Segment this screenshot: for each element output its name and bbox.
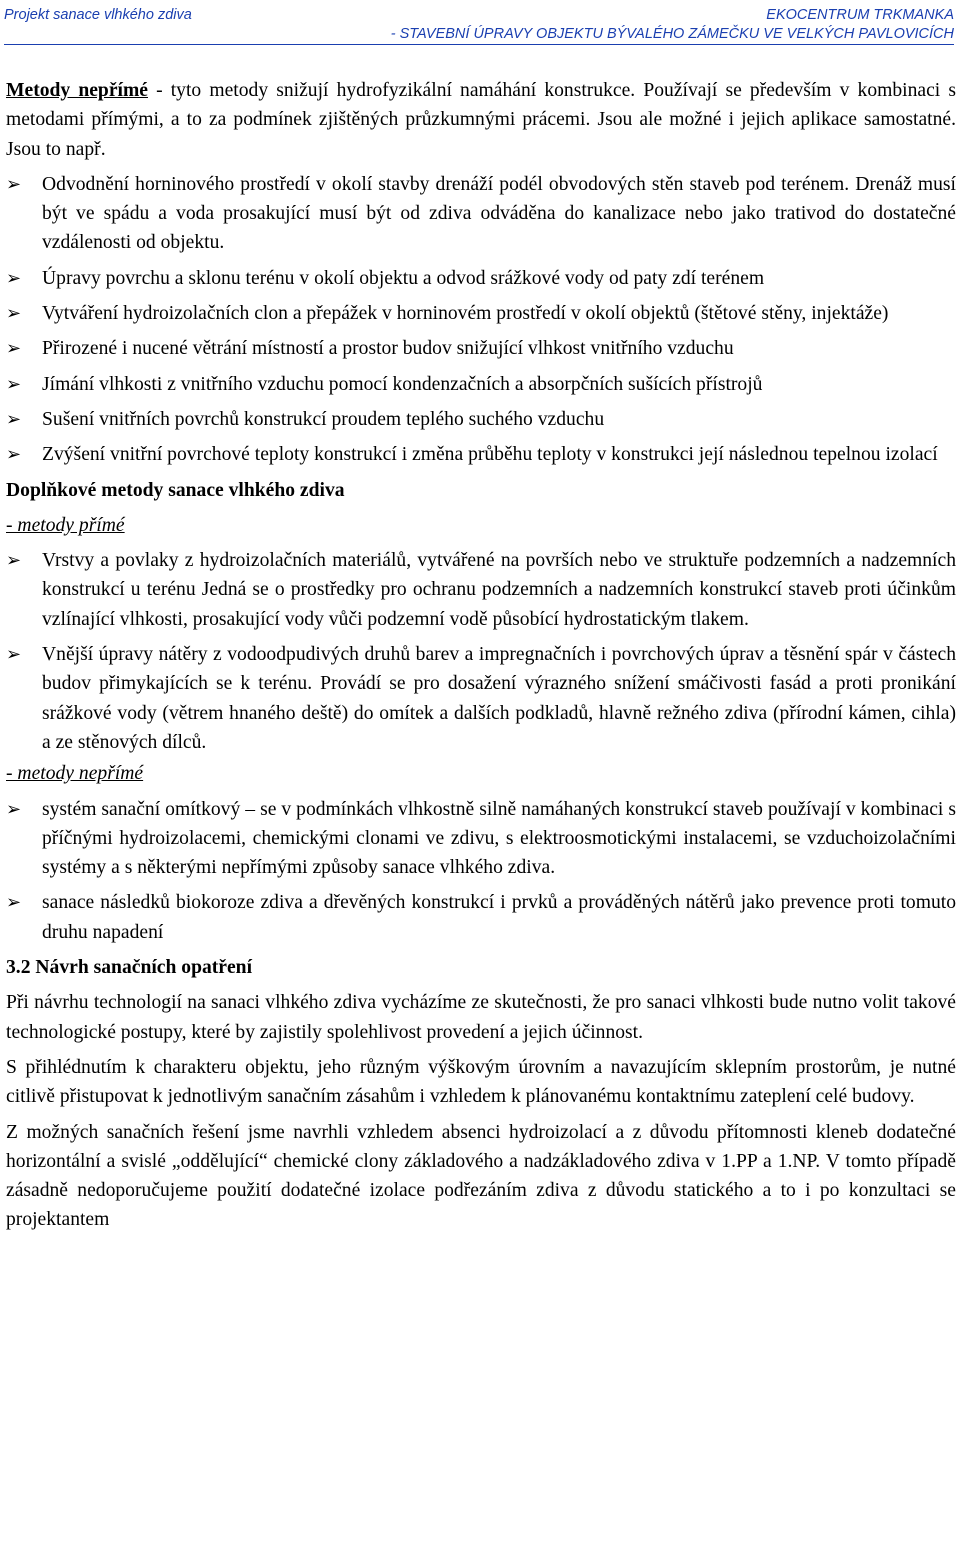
intro-text: - tyto metody snižují hydrofyzikální namáhání konstrukce. Používají se především v kombinaci s metodami přímými, a to za podmínek zjištěných průzkumnými prácemi. Jsou ale možné i jejich aplikace samostatné. Jsou to např. (6, 80, 956, 160)
arrow-bullet-icon: ➢ (6, 892, 22, 914)
header-center-name: EKOCENTRUM TRKMANKA (766, 7, 954, 23)
intro-bold-lead: Metody nepřímé (6, 80, 148, 101)
indirect-methods-list (6, 170, 956, 470)
section-paragraph: Z možných sanačních řešení jsme navrhli vzhledem absenci hydroizolací a z důvodu přítomnosti kleneb dodatečné horizontální a svislé „oddělující“ chemické clony základového a nadzákladového zdiva v 1.PP a 1.NP. V tomto případě zásadně nedoporučujeme použití dodatečné izolace podřezáním zdiva z důvodu statického a to i po konzultaci se projektantem (6, 1121, 956, 1231)
arrow-bullet-icon: ➢ (6, 303, 22, 325)
header-subtitle: - STAVEBNÍ ÚPRAVY OBJEKTU BÝVALÉHO ZÁMEČKU VE VELKÝCH PAVLOVICÍCH (390, 26, 954, 42)
arrow-bullet-icon: ➢ (6, 373, 22, 395)
list-item: ➢ Vrstvy a povlaky z hydroizolačních materiálů, vytvářené na površích nebo ve struktuře podzemních a nadzemních konstrukcí u terénu Jedná se o prostředky pro ochranu podzemních a nadzemních konstrukcí staveb proti účinkům vzlínající vlhkosti, prosakující vody vůči podzemní vodě působící hydrostatickým tlakem. (6, 546, 956, 634)
list-item: ➢ Sušení vnitřních povrchů konstrukcí proudem teplého suchého vzduchu (6, 405, 956, 434)
section-paragraph: Při návrhu technologií na sanaci vlhkého zdiva vycházíme ze skutečnosti, že pro sanaci vlhkosti bude nutno volit takové technologické postupy, které by zajistily spolehlivost provedení a jejich účinnost. (6, 992, 956, 1043)
arrow-bullet-icon: ➢ (6, 644, 22, 666)
list-item: ➢ Zvýšení vnitřní povrchové teploty konstrukcí i změna průběhu teploty v konstrukci její následnou tepelnou izolací (6, 440, 956, 469)
list-item: ➢ Vnější úpravy nátěry z vodoodpudivých druhů barev a impregnačních i povrchových úprav a těsnění spár v částech budov přimykajících se k terénu. Provádí se pro dosažení výrazného snížení smáčivosti fasád a proti pronikání srážkové vody (větrem hnaného deště) do omítek a dalších podkladů, hlavně režného zdiva (přírodní kámen, cihla) a ze stěnových dílců. (6, 640, 956, 757)
list-item: ➢ Vytváření hydroizolačních clon a přepážek v horninovém prostředí v okolí objektů (štětové stěny, injektáže) (6, 299, 956, 328)
list-item: ➢ Úpravy povrchu a sklonu terénu v okolí objektu a odvod srážkové vody od paty zdí terénem (6, 264, 956, 293)
arrow-bullet-icon: ➢ (6, 267, 22, 289)
document-body (6, 76, 956, 1241)
arrow-bullet-icon: ➢ (6, 338, 22, 360)
page-header (4, 2, 954, 45)
direct-methods-list (6, 546, 956, 757)
list-item: ➢ Přirozené i nucené větrání místností a prostor budov snižující vlhkost vnitřního vzduchu (6, 334, 956, 363)
supplementary-indirect-list (6, 795, 956, 947)
arrow-bullet-icon: ➢ (6, 173, 22, 195)
list-item: ➢ Odvodnění horninového prostředí v okolí stavby drenáží podél obvodových stěn staveb pod terénem. Drenáž musí být ve spádu a voda prosakující musí být od zdiva odváděna do kanalizace nebo jako trativod do dostatečné vzdálenosti od objektu. (6, 170, 956, 258)
arrow-bullet-icon: ➢ (6, 408, 22, 430)
header-project-title: Projekt sanace vlhkého zdiva (4, 7, 192, 23)
direct-methods-label: - metody přímé (6, 514, 125, 536)
arrow-bullet-icon: ➢ (6, 444, 22, 466)
intro-paragraph (6, 76, 956, 164)
arrow-bullet-icon: ➢ (6, 550, 22, 572)
list-item: ➢ Jímání vlhkosti z vnitřního vzduchu pomocí kondenzačních a absorpčních sušících přístrojů (6, 370, 956, 399)
list-item: ➢ systém sanační omítkový – se v podmínkách vlhkostně silně namáhaných konstrukcí staveb používají v kombinaci s příčnými hydroizolacemi, chemickými clonami ve zdivu, s elektroosmotickými instalacemi, se vzduchoizolačními systémy a s některými nepřímými způsoby sanace vlhkého zdiva. (6, 795, 956, 883)
indirect-methods-label: - metody nepřímé (6, 763, 144, 785)
arrow-bullet-icon: ➢ (6, 798, 22, 820)
supplementary-heading: Doplňkové metody sanace vlhkého zdiva (6, 479, 345, 501)
list-item: ➢ sanace následků biokoroze zdiva a dřevěných konstrukcí i prvků a prováděných nátěrů jako prevence proti tomuto druhu napadení (6, 888, 956, 947)
section-paragraph: S přihlédnutím k charakteru objektu, jeho různým výškovým úrovním a navazujícím sklepním prostorům, je nutné citlivě přistupovat k jednotlivým sanačním zásahům i vzhledem k plánovanému kontaktnímu zateplení celé budovy. (6, 1056, 956, 1108)
section-heading: 3.2 Návrh sanačních opatření (6, 957, 253, 979)
